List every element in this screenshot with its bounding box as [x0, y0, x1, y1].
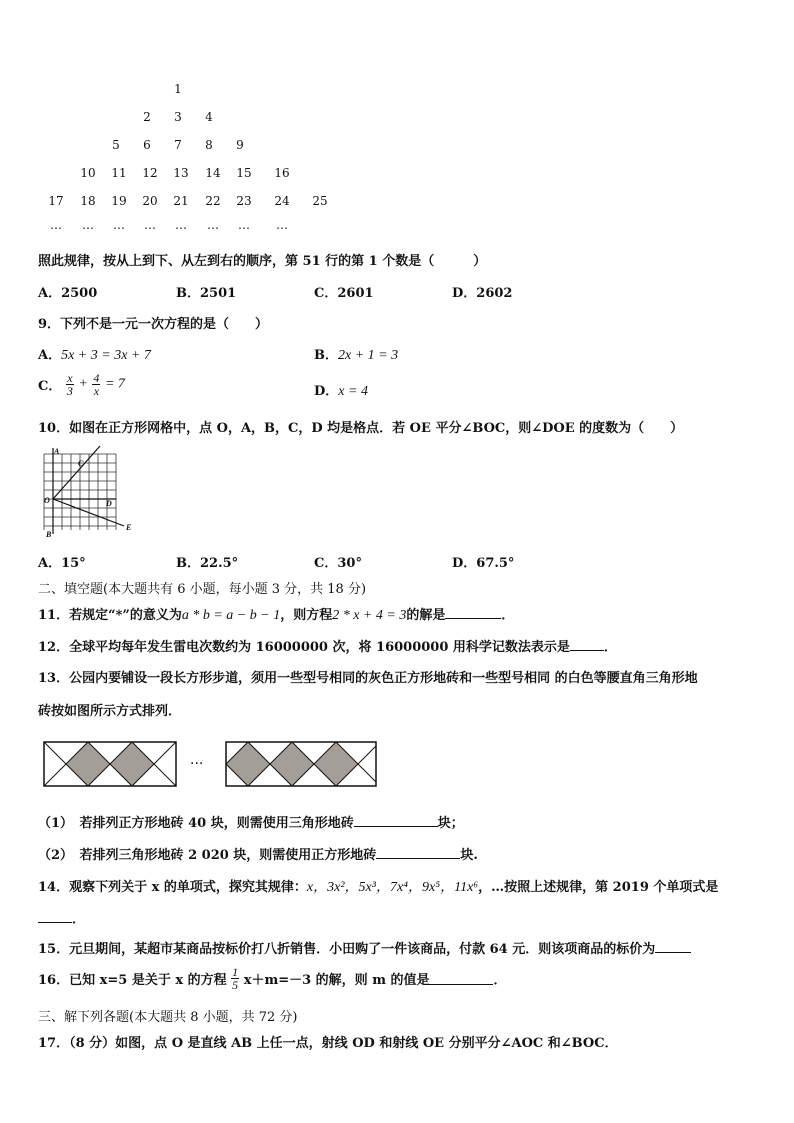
- numerator: 4: [93, 371, 100, 385]
- denominator: x: [93, 384, 100, 398]
- q10-grid-figure: [38, 444, 138, 540]
- ray-oe: [53, 499, 124, 526]
- triangle-cell: 6: [143, 138, 151, 152]
- q14-text: 14．观察下列关于 x 的单项式，探究其规律：: [38, 880, 307, 895]
- denominator: 3: [66, 384, 73, 398]
- section-3-title: 三、解下列各题(本大题共 8 小题，共 72 分): [38, 1010, 298, 1025]
- q16-end: ．: [493, 973, 507, 988]
- option-label: C．: [38, 379, 62, 394]
- tile-strip-left: [44, 742, 176, 786]
- denominator: 5: [232, 978, 239, 992]
- q12-text: 12．全球平均每年发生雷电次数约为 16000000 次，将 16000000 用科学记数法表示是: [38, 640, 570, 655]
- option-label: D．: [314, 384, 339, 399]
- q11-equation: 2 * x + 4 = 3: [332, 608, 407, 623]
- q9-option-b: [314, 344, 398, 364]
- triangle-cell: 14: [205, 166, 221, 180]
- triangle-cell: 1: [174, 82, 182, 96]
- triangle-ellipsis: …: [238, 218, 250, 232]
- triangle-cell: 20: [142, 194, 158, 208]
- triangle-ellipsis: …: [50, 218, 62, 232]
- q16-text: x＋m=－3 的解，则 m 的值是: [243, 973, 430, 988]
- option-label: B．: [314, 348, 338, 363]
- triangle-cell: 3: [174, 110, 182, 124]
- triangle-cell: 5: [112, 138, 120, 152]
- q10-stem: 10．如图在正方形网格中，点 O，A，B，C，D 均是格点．若 OE 平分∠BOC，则∠DOE 的度数为（ ）: [38, 421, 684, 436]
- q8-option-c: C．2601: [314, 286, 374, 301]
- option-label: A．: [38, 348, 62, 363]
- q10-option-c: C．30°: [314, 556, 362, 571]
- q14-sequence: x，3x²，5x³，7x⁴，9x⁵，11x⁶: [306, 880, 479, 895]
- equation-rest: = 7: [104, 376, 125, 392]
- q13-sub-text: 块.: [460, 848, 478, 863]
- ellipsis: ···: [190, 756, 204, 772]
- square-tile: [270, 742, 314, 786]
- triangle-cell: 12: [142, 166, 158, 180]
- q14-text: ，…按照上述规律，第 2019 个单项式是: [478, 880, 719, 895]
- q8-option-a: A．2500: [38, 286, 98, 301]
- triangle-ellipsis: …: [207, 218, 219, 232]
- triangle-cell: 23: [236, 194, 252, 208]
- q9-stem: 9．下列不是一元一次方程的是（ ）: [38, 317, 269, 332]
- q9-option-d: [314, 380, 368, 400]
- label-b: B: [46, 530, 52, 539]
- triangle-cell: 21: [173, 194, 189, 208]
- triangle-cell: 4: [205, 110, 213, 124]
- q17-stem: 17．（8 分）如图，点 O 是直线 AB 上任一点，射线 OD 和射线 OE 分别平分∠AOC 和∠BOC．: [38, 1036, 618, 1051]
- q8-option-d: D．2602: [452, 286, 513, 301]
- q16: [38, 966, 507, 991]
- square-tile: [314, 742, 358, 786]
- equation: x = 4: [338, 384, 368, 399]
- triangle-cell: 8: [205, 138, 213, 152]
- triangle-cell: 2: [143, 110, 151, 124]
- label-e: E: [126, 523, 132, 532]
- answer-blank[interactable]: [38, 910, 72, 923]
- triangle-cell: 15: [236, 166, 252, 180]
- q13-sub-text: 块；: [437, 816, 464, 831]
- answer-blank[interactable]: [376, 846, 460, 859]
- triangle-cell: 13: [173, 166, 189, 180]
- square-tile: [66, 742, 110, 786]
- q16-text: 16．已知 x=5 是关于 x 的方程: [38, 973, 227, 988]
- equation: 5x + 3 = 3x + 7: [61, 348, 151, 363]
- triangle-cell: 10: [80, 166, 96, 180]
- triangle-cell: 25: [312, 194, 328, 208]
- answer-blank[interactable]: [429, 972, 493, 985]
- triangle-cell: 11: [111, 166, 127, 180]
- fraction: [92, 372, 100, 397]
- triangle-cell: 24: [274, 194, 290, 208]
- q12-end: ．: [603, 640, 617, 655]
- q10-option-a: A．15°: [38, 556, 86, 571]
- numerator: x: [67, 371, 73, 385]
- q9-option-a: [38, 344, 151, 364]
- q11-text: 的解是: [406, 608, 446, 623]
- q10-option-d: D．67.5°: [452, 556, 515, 571]
- q14-end: ．: [72, 912, 86, 927]
- triangle-ellipsis: …: [276, 218, 288, 232]
- triangle-ellipsis: …: [144, 218, 156, 232]
- q13-sub-text: （1） 若排列正方形地砖 40 块，则需使用三角形地砖: [38, 816, 354, 831]
- answer-blank[interactable]: [445, 606, 501, 619]
- q11-text: 11．若规定“*”的意义为: [38, 608, 182, 623]
- q15-text: 15．元旦期间，某超市某商品按标价打八折销售．小田购了一件该商品，付款 64 元．则该项商品的标价为: [38, 942, 656, 957]
- numerator: 1: [232, 965, 239, 979]
- triangle-cell: 18: [80, 194, 96, 208]
- q9-option-c: [38, 372, 125, 397]
- fraction: [231, 966, 239, 991]
- q13-tile-figure: [42, 740, 382, 788]
- tile-strip-right: [226, 742, 376, 786]
- label-a: A: [54, 447, 60, 456]
- q15: [38, 938, 691, 957]
- q13-line-2: 砖按如图所示方式排列．: [38, 704, 182, 719]
- label-c: C: [78, 459, 84, 468]
- label-o: O: [44, 496, 50, 505]
- plus-sign: +: [78, 376, 88, 392]
- fraction: [66, 372, 74, 397]
- triangle-cell: 19: [111, 194, 127, 208]
- q11-end: ．: [501, 608, 515, 623]
- square-tile: [110, 742, 154, 786]
- section-2-title: 二、填空题(本大题共有 6 小题，每小题 3 分，共 18 分): [38, 582, 367, 597]
- q14-answer-line: [38, 908, 85, 927]
- q11-definition: a * b = a − b − 1: [181, 608, 281, 623]
- triangle-ellipsis: …: [82, 218, 94, 232]
- triangle-ellipsis: …: [175, 218, 187, 232]
- answer-blank[interactable]: [570, 638, 604, 651]
- triangle-cell: 22: [205, 194, 221, 208]
- q13-sub-1: [38, 812, 464, 831]
- q12: [38, 636, 617, 655]
- q13-sub-text: （2） 若排列三角形地砖 2 020 块，则需使用正方形地砖: [38, 848, 377, 863]
- triangle-cell: 17: [48, 194, 64, 208]
- q8-stem: 照此规律，按从上到下、从左到右的顺序，第 51 行的第 1 个数是（ ）: [38, 254, 487, 269]
- square-tile: [226, 742, 270, 786]
- triangle-cell: 9: [236, 138, 244, 152]
- q11: [38, 604, 514, 624]
- triangle-cell: 7: [174, 138, 182, 152]
- triangle-cell: 16: [274, 166, 290, 180]
- answer-blank[interactable]: [354, 814, 438, 827]
- equation: 2x + 1 = 3: [338, 348, 399, 363]
- q11-text: ，则方程: [280, 608, 333, 623]
- q10-option-b: B．22.5°: [176, 556, 239, 571]
- q13-line-1: 13．公园内要铺设一段长方形步道，须用一些型号相同的灰色正方形地砖和一些型号相同 的白色等腰直角三角形地: [38, 671, 698, 686]
- q8-option-b: B．2501: [176, 286, 237, 301]
- answer-blank[interactable]: [655, 940, 691, 953]
- q13-sub-2: [38, 844, 478, 863]
- label-d: D: [106, 499, 112, 508]
- triangle-ellipsis: …: [113, 218, 125, 232]
- q14: [38, 876, 718, 896]
